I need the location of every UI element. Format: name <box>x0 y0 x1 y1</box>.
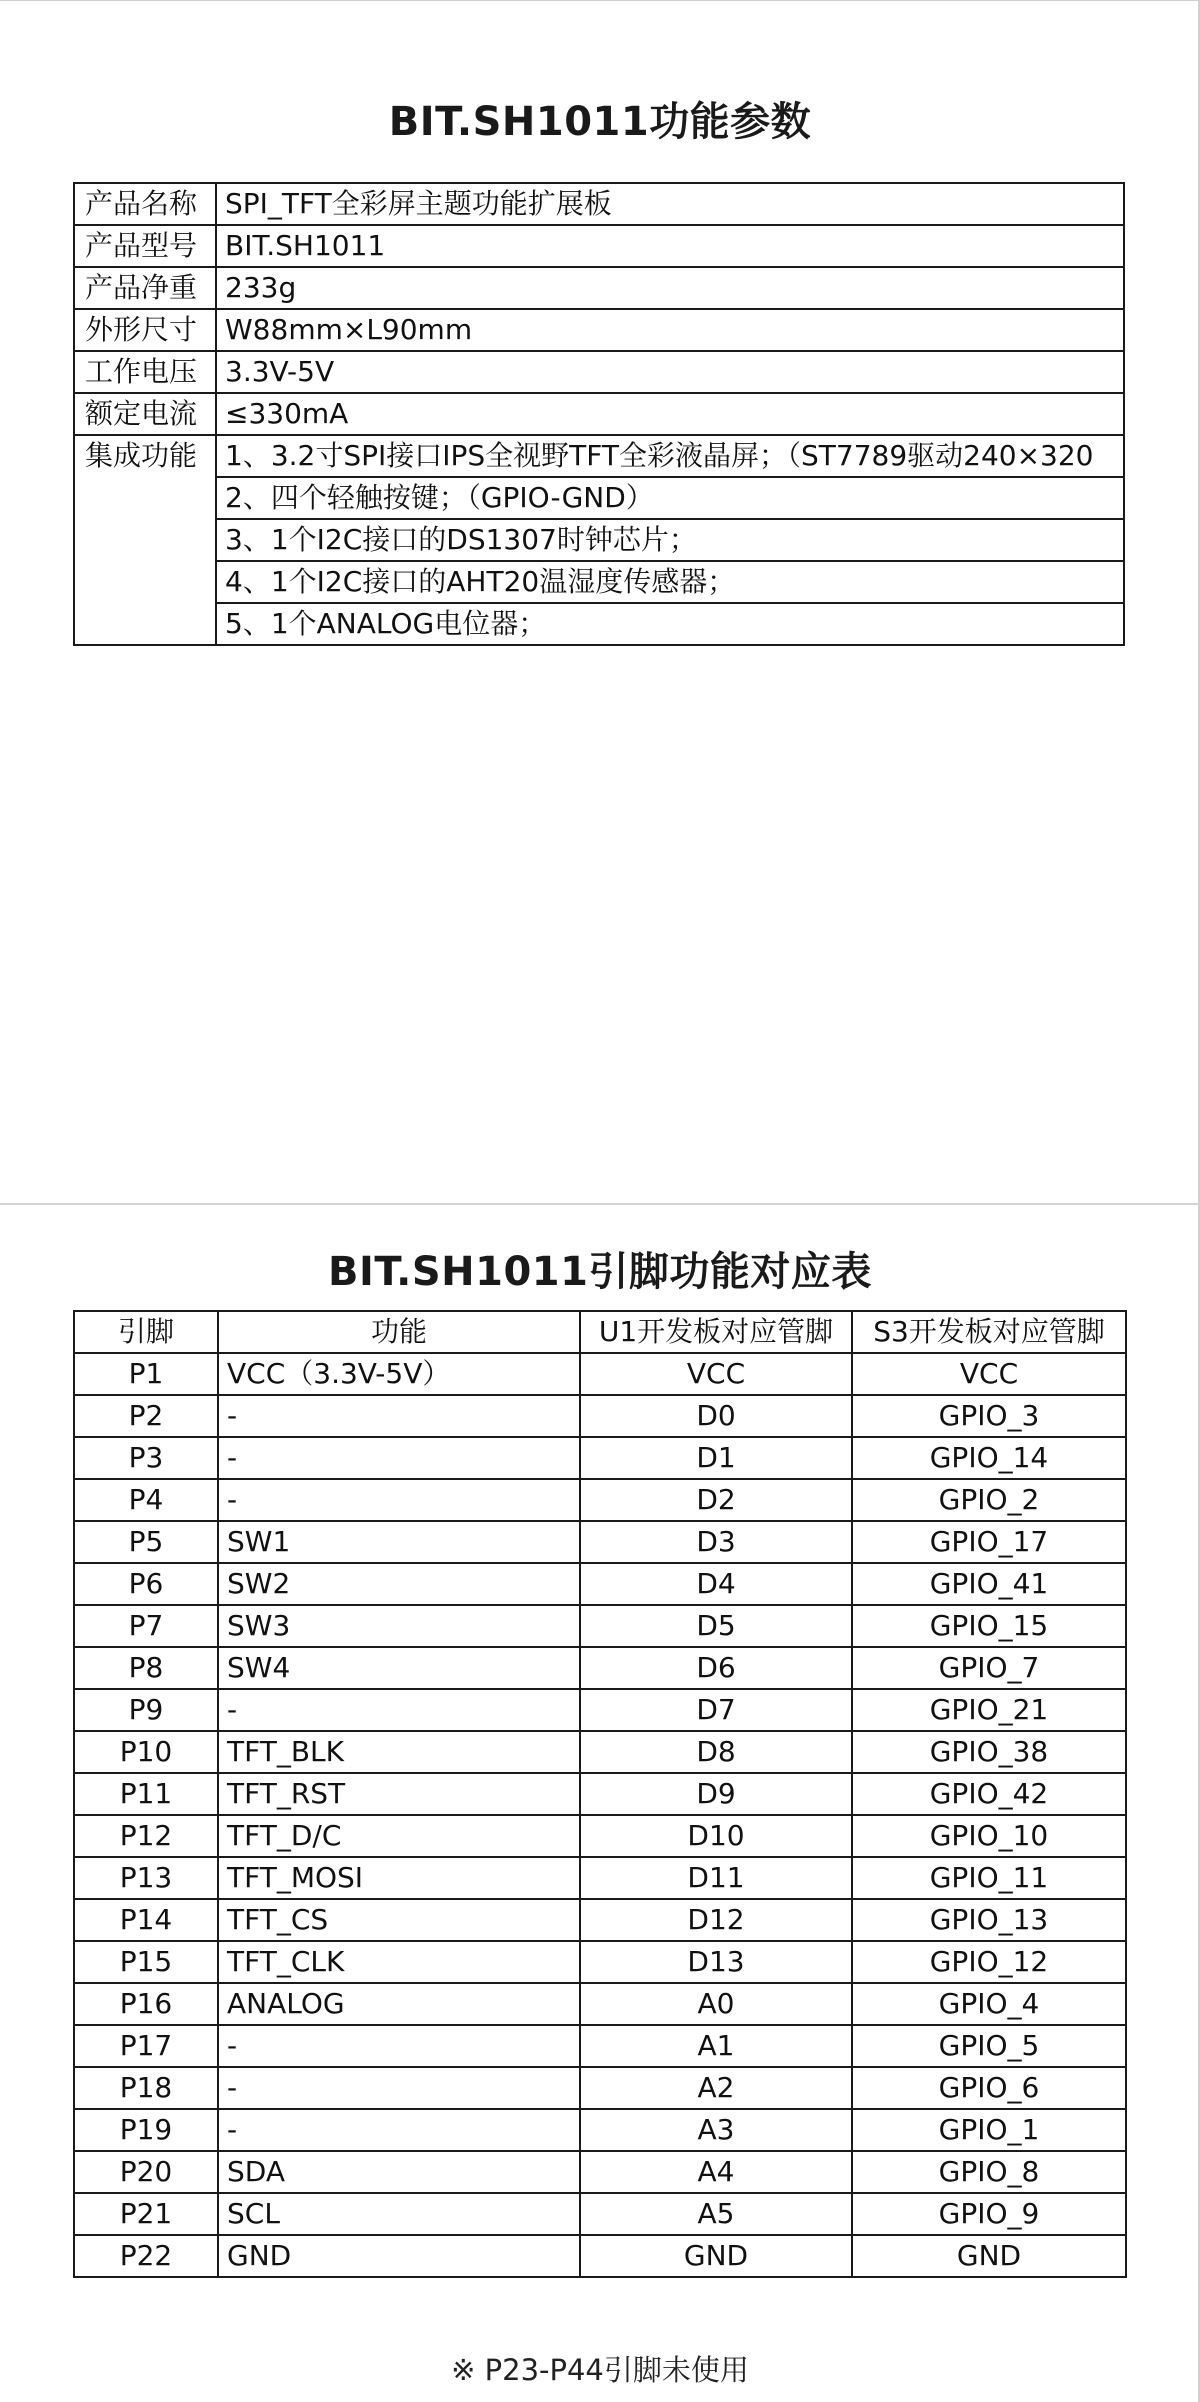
param-value: W88mm×L90mm <box>216 309 1124 351</box>
pin-u1: D8 <box>580 1731 852 1773</box>
pin-u1: D11 <box>580 1857 852 1899</box>
param-row <box>74 393 1124 435</box>
pin-function: VCC（3.3V-5V） <box>218 1353 580 1395</box>
param-label: 产品型号 <box>74 225 216 267</box>
pin-id: P2 <box>74 1395 218 1437</box>
pin-header-cell: 引脚 <box>74 1311 218 1353</box>
pin-row <box>74 1395 1126 1437</box>
pin-s3: GPIO_8 <box>852 2151 1126 2193</box>
pin-id: P17 <box>74 2025 218 2067</box>
pin-row <box>74 1605 1126 1647</box>
pin-id: P13 <box>74 1857 218 1899</box>
params-table <box>73 182 1125 646</box>
feature-row <box>74 561 1124 603</box>
pin-id: P15 <box>74 1941 218 1983</box>
pin-row <box>74 2067 1126 2109</box>
param-value: SPI_TFT全彩屏主题功能扩展板 <box>216 183 1124 225</box>
pin-u1: A2 <box>580 2067 852 2109</box>
pin-u1: D5 <box>580 1605 852 1647</box>
feature-row <box>74 603 1124 645</box>
pin-u1: D4 <box>580 1563 852 1605</box>
pin-table <box>73 1310 1127 2278</box>
param-value: 233g <box>216 267 1124 309</box>
pin-function: GND <box>218 2235 580 2277</box>
pin-id: P9 <box>74 1689 218 1731</box>
pin-s3: GPIO_17 <box>852 1521 1126 1563</box>
pin-u1: A3 <box>580 2109 852 2151</box>
section-divider <box>0 1203 1200 1205</box>
pin-u1: A1 <box>580 2025 852 2067</box>
pin-row <box>74 1437 1126 1479</box>
pin-row <box>74 2109 1126 2151</box>
pin-u1: D3 <box>580 1521 852 1563</box>
pin-s3: GPIO_7 <box>852 1647 1126 1689</box>
pin-header-cell: 功能 <box>218 1311 580 1353</box>
pin-u1: D6 <box>580 1647 852 1689</box>
pin-id: P11 <box>74 1773 218 1815</box>
pin-function: - <box>218 2067 580 2109</box>
param-label: 产品名称 <box>74 183 216 225</box>
pin-s3: GPIO_2 <box>852 1479 1126 1521</box>
pin-s3: GND <box>852 2235 1126 2277</box>
pin-s3: GPIO_41 <box>852 1563 1126 1605</box>
pin-row <box>74 1563 1126 1605</box>
pin-u1: D7 <box>580 1689 852 1731</box>
feature-item: 5、1个ANALOG电位器； <box>216 603 1124 645</box>
pin-s3: GPIO_11 <box>852 1857 1126 1899</box>
pin-function: - <box>218 1689 580 1731</box>
pin-row <box>74 1521 1126 1563</box>
pin-header-cell: U1开发板对应管脚 <box>580 1311 852 1353</box>
pin-function: ANALOG <box>218 1983 580 2025</box>
pin-u1: D10 <box>580 1815 852 1857</box>
param-row <box>74 183 1124 225</box>
pin-row <box>74 1941 1126 1983</box>
param-value: 3.3V-5V <box>216 351 1124 393</box>
pin-id: P19 <box>74 2109 218 2151</box>
params-title: BIT.SH1011功能参数 <box>388 99 812 145</box>
pin-s3: GPIO_15 <box>852 1605 1126 1647</box>
pin-function: SW3 <box>218 1605 580 1647</box>
param-label: 额定电流 <box>74 393 216 435</box>
pin-s3: GPIO_42 <box>852 1773 1126 1815</box>
pin-row <box>74 2193 1126 2235</box>
pin-row <box>74 1647 1126 1689</box>
pin-u1: GND <box>580 2235 852 2277</box>
pin-u1: A5 <box>580 2193 852 2235</box>
pin-u1: D13 <box>580 1941 852 1983</box>
pin-s3: GPIO_5 <box>852 2025 1126 2067</box>
pin-u1: D0 <box>580 1395 852 1437</box>
pin-id: P22 <box>74 2235 218 2277</box>
pin-id: P6 <box>74 1563 218 1605</box>
pin-s3: GPIO_9 <box>852 2193 1126 2235</box>
pins-title: BIT.SH1011引脚功能对应表 <box>328 1249 872 1295</box>
pin-function: SCL <box>218 2193 580 2235</box>
feature-row <box>74 435 1124 477</box>
pin-u1: D12 <box>580 1899 852 1941</box>
pin-function: - <box>218 1479 580 1521</box>
param-value: ≤330mA <box>216 393 1124 435</box>
pin-id: P1 <box>74 1353 218 1395</box>
pin-id: P4 <box>74 1479 218 1521</box>
pin-function: - <box>218 2109 580 2151</box>
param-label: 外形尺寸 <box>74 309 216 351</box>
pin-id: P7 <box>74 1605 218 1647</box>
pin-function: TFT_D/C <box>218 1815 580 1857</box>
pin-s3: GPIO_14 <box>852 1437 1126 1479</box>
pin-row <box>74 2151 1126 2193</box>
pin-function: TFT_MOSI <box>218 1857 580 1899</box>
pin-id: P21 <box>74 2193 218 2235</box>
pin-u1: D2 <box>580 1479 852 1521</box>
pin-function: TFT_RST <box>218 1773 580 1815</box>
pin-s3: GPIO_13 <box>852 1899 1126 1941</box>
pin-function: - <box>218 1437 580 1479</box>
pin-row <box>74 1773 1126 1815</box>
pin-s3: GPIO_4 <box>852 1983 1126 2025</box>
param-row <box>74 225 1124 267</box>
pin-id: P8 <box>74 1647 218 1689</box>
pin-header-row <box>74 1311 1126 1353</box>
pin-s3: GPIO_6 <box>852 2067 1126 2109</box>
param-label: 产品净重 <box>74 267 216 309</box>
pin-id: P18 <box>74 2067 218 2109</box>
feature-row <box>74 477 1124 519</box>
pin-row <box>74 2025 1126 2067</box>
pin-id: P5 <box>74 1521 218 1563</box>
pin-function: SW4 <box>218 1647 580 1689</box>
page-border-top <box>0 0 1200 1</box>
pin-u1: D1 <box>580 1437 852 1479</box>
pin-u1: D9 <box>580 1773 852 1815</box>
pin-s3: GPIO_10 <box>852 1815 1126 1857</box>
features-label: 集成功能 <box>74 435 216 645</box>
pin-row <box>74 1479 1126 1521</box>
feature-item: 2、四个轻触按键；（GPIO-GND） <box>216 477 1124 519</box>
pin-id: P10 <box>74 1731 218 1773</box>
pin-row <box>74 1689 1126 1731</box>
pin-function: SW1 <box>218 1521 580 1563</box>
pin-id: P3 <box>74 1437 218 1479</box>
pin-function: SDA <box>218 2151 580 2193</box>
feature-item: 1、3.2寸SPI接口IPS全视野TFT全彩液晶屏；（ST7789驱动240×320 <box>216 435 1124 477</box>
pin-function: TFT_CLK <box>218 1941 580 1983</box>
param-row <box>74 309 1124 351</box>
pin-id: P12 <box>74 1815 218 1857</box>
pin-row <box>74 1983 1126 2025</box>
pin-id: P14 <box>74 1899 218 1941</box>
param-row <box>74 267 1124 309</box>
pin-header-cell: S3开发板对应管脚 <box>852 1311 1126 1353</box>
feature-item: 4、1个I2C接口的AHT20温湿度传感器； <box>216 561 1124 603</box>
param-label: 工作电压 <box>74 351 216 393</box>
pin-function: TFT_BLK <box>218 1731 580 1773</box>
pin-row <box>74 1353 1126 1395</box>
pin-s3: GPIO_3 <box>852 1395 1126 1437</box>
pin-s3: GPIO_38 <box>852 1731 1126 1773</box>
feature-row <box>74 519 1124 561</box>
pin-row <box>74 1731 1126 1773</box>
pin-s3: GPIO_21 <box>852 1689 1126 1731</box>
pin-function: SW2 <box>218 1563 580 1605</box>
pin-u1: VCC <box>580 1353 852 1395</box>
pin-function: - <box>218 2025 580 2067</box>
pin-row <box>74 1857 1126 1899</box>
pin-row <box>74 2235 1126 2277</box>
param-value: BIT.SH1011 <box>216 225 1124 267</box>
pin-u1: A0 <box>580 1983 852 2025</box>
pin-row <box>74 1899 1126 1941</box>
pin-row <box>74 1815 1126 1857</box>
pin-s3: GPIO_12 <box>852 1941 1126 1983</box>
pin-s3: GPIO_1 <box>852 2109 1126 2151</box>
pin-function: TFT_CS <box>218 1899 580 1941</box>
pin-u1: A4 <box>580 2151 852 2193</box>
pin-id: P16 <box>74 1983 218 2025</box>
feature-item: 3、1个I2C接口的DS1307时钟芯片； <box>216 519 1124 561</box>
pin-s3: VCC <box>852 1353 1126 1395</box>
pin-id: P20 <box>74 2151 218 2193</box>
pin-function: - <box>218 1395 580 1437</box>
param-row <box>74 351 1124 393</box>
footnote: ※ P23-P44引脚未使用 <box>451 2353 749 2387</box>
